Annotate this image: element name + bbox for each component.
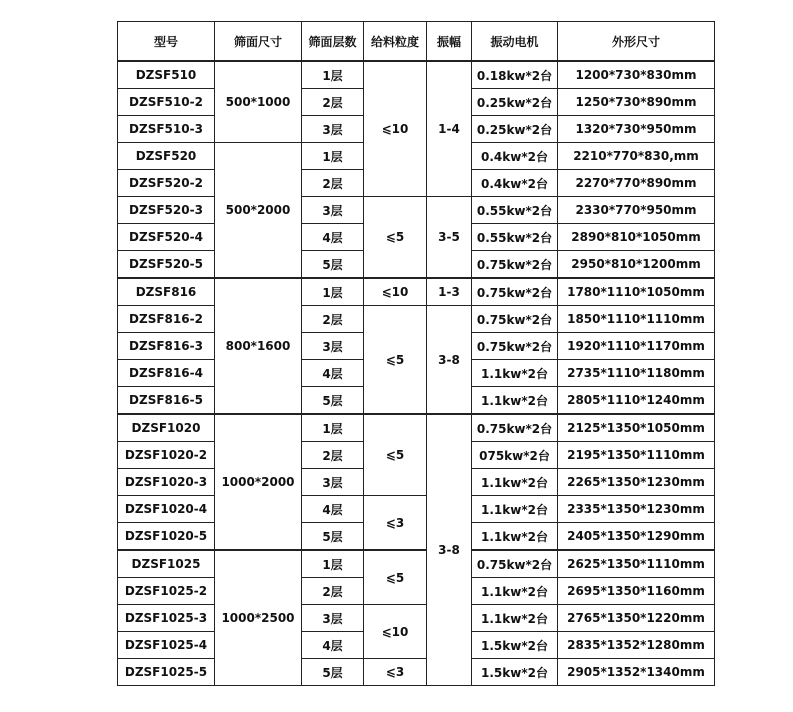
amplitude-cell: 1-3 [427, 278, 472, 306]
dimensions-cell: 2210*770*830,mm [558, 143, 715, 170]
screen-size-cell: 800*1600 [215, 278, 302, 414]
motor-cell: 0.4kw*2台 [472, 170, 558, 197]
dimensions-cell: 2735*1110*1180mm [558, 360, 715, 387]
motor-cell: 075kw*2台 [472, 442, 558, 469]
dimensions-cell: 1250*730*890mm [558, 89, 715, 116]
motor-cell: 0.75kw*2台 [472, 306, 558, 333]
header-row [118, 22, 715, 62]
layers-cell: 1层 [302, 278, 364, 306]
layers-cell: 4层 [302, 360, 364, 387]
layers-cell: 4层 [302, 632, 364, 659]
model-cell: DZSF1025-4 [118, 632, 215, 659]
model-cell: DZSF1025 [118, 550, 215, 578]
model-cell: DZSF510-2 [118, 89, 215, 116]
motor-cell: 1.1kw*2台 [472, 387, 558, 415]
table-row [118, 550, 715, 578]
model-cell: DZSF816-3 [118, 333, 215, 360]
screen-size-cell: 1000*2500 [215, 550, 302, 686]
layers-cell: 2层 [302, 170, 364, 197]
amplitude-cell: 3-8 [427, 306, 472, 415]
model-cell: DZSF520 [118, 143, 215, 170]
motor-cell: 0.75kw*2台 [472, 550, 558, 578]
dimensions-cell: 2125*1350*1050mm [558, 414, 715, 442]
layers-cell: 1层 [302, 550, 364, 578]
model-cell: DZSF520-5 [118, 251, 215, 279]
motor-cell: 0.75kw*2台 [472, 251, 558, 279]
layers-cell: 2层 [302, 306, 364, 333]
feed-size-cell: ⩽10 [364, 278, 427, 306]
dimensions-cell: 2905*1352*1340mm [558, 659, 715, 686]
layers-cell: 5层 [302, 251, 364, 279]
layers-cell: 5层 [302, 523, 364, 551]
layers-cell: 1层 [302, 143, 364, 170]
table-row [118, 659, 715, 686]
header-dimensions: 外形尺寸 [558, 22, 715, 62]
model-cell: DZSF1025-3 [118, 605, 215, 632]
dimensions-cell: 1920*1110*1170mm [558, 333, 715, 360]
feed-size-cell: ⩽10 [364, 605, 427, 659]
model-cell: DZSF510-3 [118, 116, 215, 143]
layers-cell: 4层 [302, 224, 364, 251]
motor-cell: 0.25kw*2台 [472, 116, 558, 143]
model-cell: DZSF510 [118, 61, 215, 89]
dimensions-cell: 1200*730*830mm [558, 61, 715, 89]
header-feed-size: 给料粒度 [364, 22, 427, 62]
layers-cell: 3层 [302, 116, 364, 143]
model-cell: DZSF1020-4 [118, 496, 215, 523]
model-cell: DZSF520-3 [118, 197, 215, 224]
layers-cell: 3层 [302, 605, 364, 632]
model-cell: DZSF816 [118, 278, 215, 306]
model-cell: DZSF1020 [118, 414, 215, 442]
dimensions-cell: 2625*1350*1110mm [558, 550, 715, 578]
dimensions-cell: 2335*1350*1230mm [558, 496, 715, 523]
layers-cell: 5层 [302, 387, 364, 415]
layers-cell: 2层 [302, 578, 364, 605]
screen-size-cell: 500*2000 [215, 143, 302, 279]
model-cell: DZSF1020-2 [118, 442, 215, 469]
layers-cell: 2层 [302, 89, 364, 116]
amplitude-cell: 3-8 [427, 414, 472, 686]
table-row [118, 306, 715, 333]
motor-cell: 1.5kw*2台 [472, 632, 558, 659]
dimensions-cell: 2405*1350*1290mm [558, 523, 715, 551]
layers-cell: 3层 [302, 333, 364, 360]
motor-cell: 0.75kw*2台 [472, 414, 558, 442]
model-cell: DZSF816-4 [118, 360, 215, 387]
layers-cell: 4层 [302, 496, 364, 523]
motor-cell: 0.55kw*2台 [472, 197, 558, 224]
motor-cell: 0.25kw*2台 [472, 89, 558, 116]
dimensions-cell: 2890*810*1050mm [558, 224, 715, 251]
header-screen-size: 筛面尺寸 [215, 22, 302, 62]
header-model: 型号 [118, 22, 215, 62]
dimensions-cell: 1850*1110*1110mm [558, 306, 715, 333]
dimensions-cell: 2195*1350*1110mm [558, 442, 715, 469]
layers-cell: 5层 [302, 659, 364, 686]
layers-cell: 2层 [302, 442, 364, 469]
screen-size-cell: 500*1000 [215, 61, 302, 143]
table-row [118, 197, 715, 224]
dimensions-cell: 2330*770*950mm [558, 197, 715, 224]
motor-cell: 1.1kw*2台 [472, 496, 558, 523]
motor-cell: 0.75kw*2台 [472, 333, 558, 360]
layers-cell: 3层 [302, 197, 364, 224]
table-row [118, 278, 715, 306]
feed-size-cell: ⩽3 [364, 496, 427, 551]
layers-cell: 3层 [302, 469, 364, 496]
dimensions-cell: 2835*1352*1280mm [558, 632, 715, 659]
screen-size-cell: 1000*2000 [215, 414, 302, 550]
dimensions-cell: 2765*1350*1220mm [558, 605, 715, 632]
motor-cell: 1.5kw*2台 [472, 659, 558, 686]
dimensions-cell: 1780*1110*1050mm [558, 278, 715, 306]
dimensions-cell: 2950*810*1200mm [558, 251, 715, 279]
model-cell: DZSF1020-3 [118, 469, 215, 496]
motor-cell: 1.1kw*2台 [472, 469, 558, 496]
amplitude-cell: 3-5 [427, 197, 472, 279]
motor-cell: 1.1kw*2台 [472, 605, 558, 632]
layers-cell: 1层 [302, 61, 364, 89]
feed-size-cell: ⩽10 [364, 61, 427, 197]
feed-size-cell: ⩽5 [364, 197, 427, 279]
motor-cell: 0.4kw*2台 [472, 143, 558, 170]
dimensions-cell: 1320*730*950mm [558, 116, 715, 143]
header-motor: 振动电机 [472, 22, 558, 62]
motor-cell: 0.18kw*2台 [472, 61, 558, 89]
motor-cell: 0.75kw*2台 [472, 278, 558, 306]
model-cell: DZSF1020-5 [118, 523, 215, 551]
motor-cell: 1.1kw*2台 [472, 360, 558, 387]
feed-size-cell: ⩽5 [364, 414, 427, 496]
header-amplitude: 振幅 [427, 22, 472, 62]
amplitude-cell: 1-4 [427, 61, 472, 197]
dimensions-cell: 2695*1350*1160mm [558, 578, 715, 605]
dimensions-cell: 2805*1110*1240mm [558, 387, 715, 415]
feed-size-cell: ⩽5 [364, 550, 427, 605]
table-row [118, 605, 715, 632]
feed-size-cell: ⩽3 [364, 659, 427, 686]
motor-cell: 1.1kw*2台 [472, 523, 558, 551]
motor-cell: 0.55kw*2台 [472, 224, 558, 251]
model-cell: DZSF520-2 [118, 170, 215, 197]
model-cell: DZSF520-4 [118, 224, 215, 251]
table-row [118, 61, 715, 89]
dimensions-cell: 2270*770*890mm [558, 170, 715, 197]
motor-cell: 1.1kw*2台 [472, 578, 558, 605]
model-cell: DZSF816-5 [118, 387, 215, 415]
layers-cell: 1层 [302, 414, 364, 442]
header-layers: 筛面层数 [302, 22, 364, 62]
model-cell: DZSF1025-5 [118, 659, 215, 686]
spec-table [117, 21, 715, 686]
table-row [118, 496, 715, 523]
feed-size-cell: ⩽5 [364, 306, 427, 415]
model-cell: DZSF816-2 [118, 306, 215, 333]
model-cell: DZSF1025-2 [118, 578, 215, 605]
dimensions-cell: 2265*1350*1230mm [558, 469, 715, 496]
table-row [118, 414, 715, 442]
